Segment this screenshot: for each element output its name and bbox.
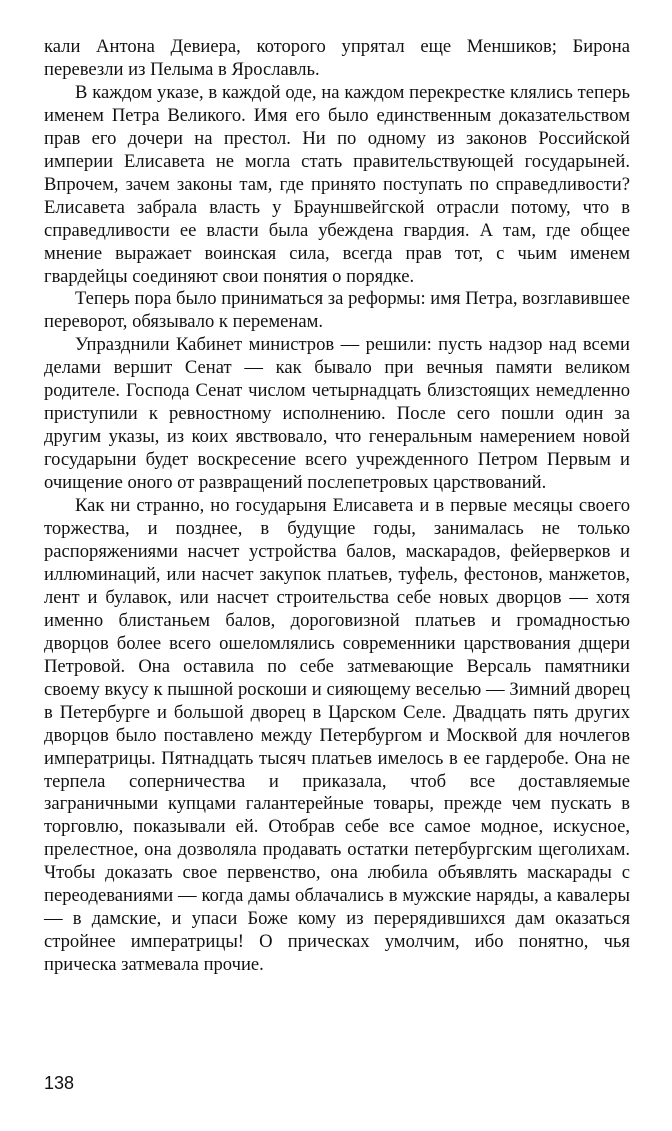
paragraph: Упразднили Кабинет министров — решили: пусть надзор над всеми делами вершит Сенат — как бывало при вечныя памяти великом родителе. Господа Сенат числом четырнадцать близстоящих немедленно приступили к ревностному исполнению. После сего пошли один за другим указы, из коих явствовало, что генеральным намерением новой государыни будет воскресение всего учрежденного Петром Первым и очищение оного от развращений послепетровых царствований. xyxy=(44,334,630,494)
paragraph-continued: кали Антона Девиера, которого упрятал еще Меншиков; Бирона перевезли из Пелыма в Ярославль. xyxy=(44,36,630,80)
body-text xyxy=(44,36,630,977)
page-number: 138 xyxy=(44,1073,75,1093)
paragraph: Как ни странно, но государыня Елисавета и в первые месяцы своего торжества, и позднее, в будущие годы, занималась не только распоряжениями насчет устройства балов, маскарадов, фейерверков и иллюминаций, или насчет закупок платьев, туфель, фестонов, манжетов, лент и булавок, или насчет строительства себе новых дворцов — хотя именно блистаньем балов, дороговизной платьев и громадностью дворцов более всего ошеломлялись современники царствования дщери Петровой. Она оставила по себе затмевающие Версаль памятники своему вкусу к пышной роскоши и сияющему веселью — Зимний дворец в Петербурге и большой дворец в Царском Селе. Двадцать пять других дворцов было поставлено между Петербургом и Москвой для ночлегов императрицы. Пятнадцать тысяч платьев имелось в ее гардеробе. Она не терпела соперничества и приказала, чтоб все доставляемые заграничными купцами галантерейные товары, прежде чем пускать в торговлю, показывали ей. Отобрав себе все самое модное, искусное, прелестное, она дозволяла продавать остатки петербургским щеголихам. Чтобы доказать свое первенство, она любила объявлять маскарады с переодеваниями — когда дамы облачались в мужские наряды, а кавалеры — в дамские, и упаси Боже кому из перерядившихся дам оказаться стройнее императрицы! О прическах умолчим, ибо понятно, чья прическа затмевала прочие. xyxy=(44,495,630,976)
paragraph: Теперь пора было приниматься за реформы: имя Петра, возглавившее переворот, обязывало к переменам. xyxy=(44,288,630,333)
paragraph: В каждом указе, в каждой оде, на каждом перекрестке клялись теперь именем Петра Великого. Имя его было единственным доказательством прав его дочери на престол. Ни по одному из законов Российской империи Елисавета не могла стать правительствующей государыней. Впрочем, зачем законы там, где принято поступать по справедливости? Елисавета забрала власть у Брауншвейгской отрасли потому, что в справедливости ее власти была убеждена гвардия. А там, где общее мнение выражает воинская сила, всегда прав тот, с чьим именем гвардейцы соединяют свои понятия о порядке. xyxy=(44,81,630,287)
